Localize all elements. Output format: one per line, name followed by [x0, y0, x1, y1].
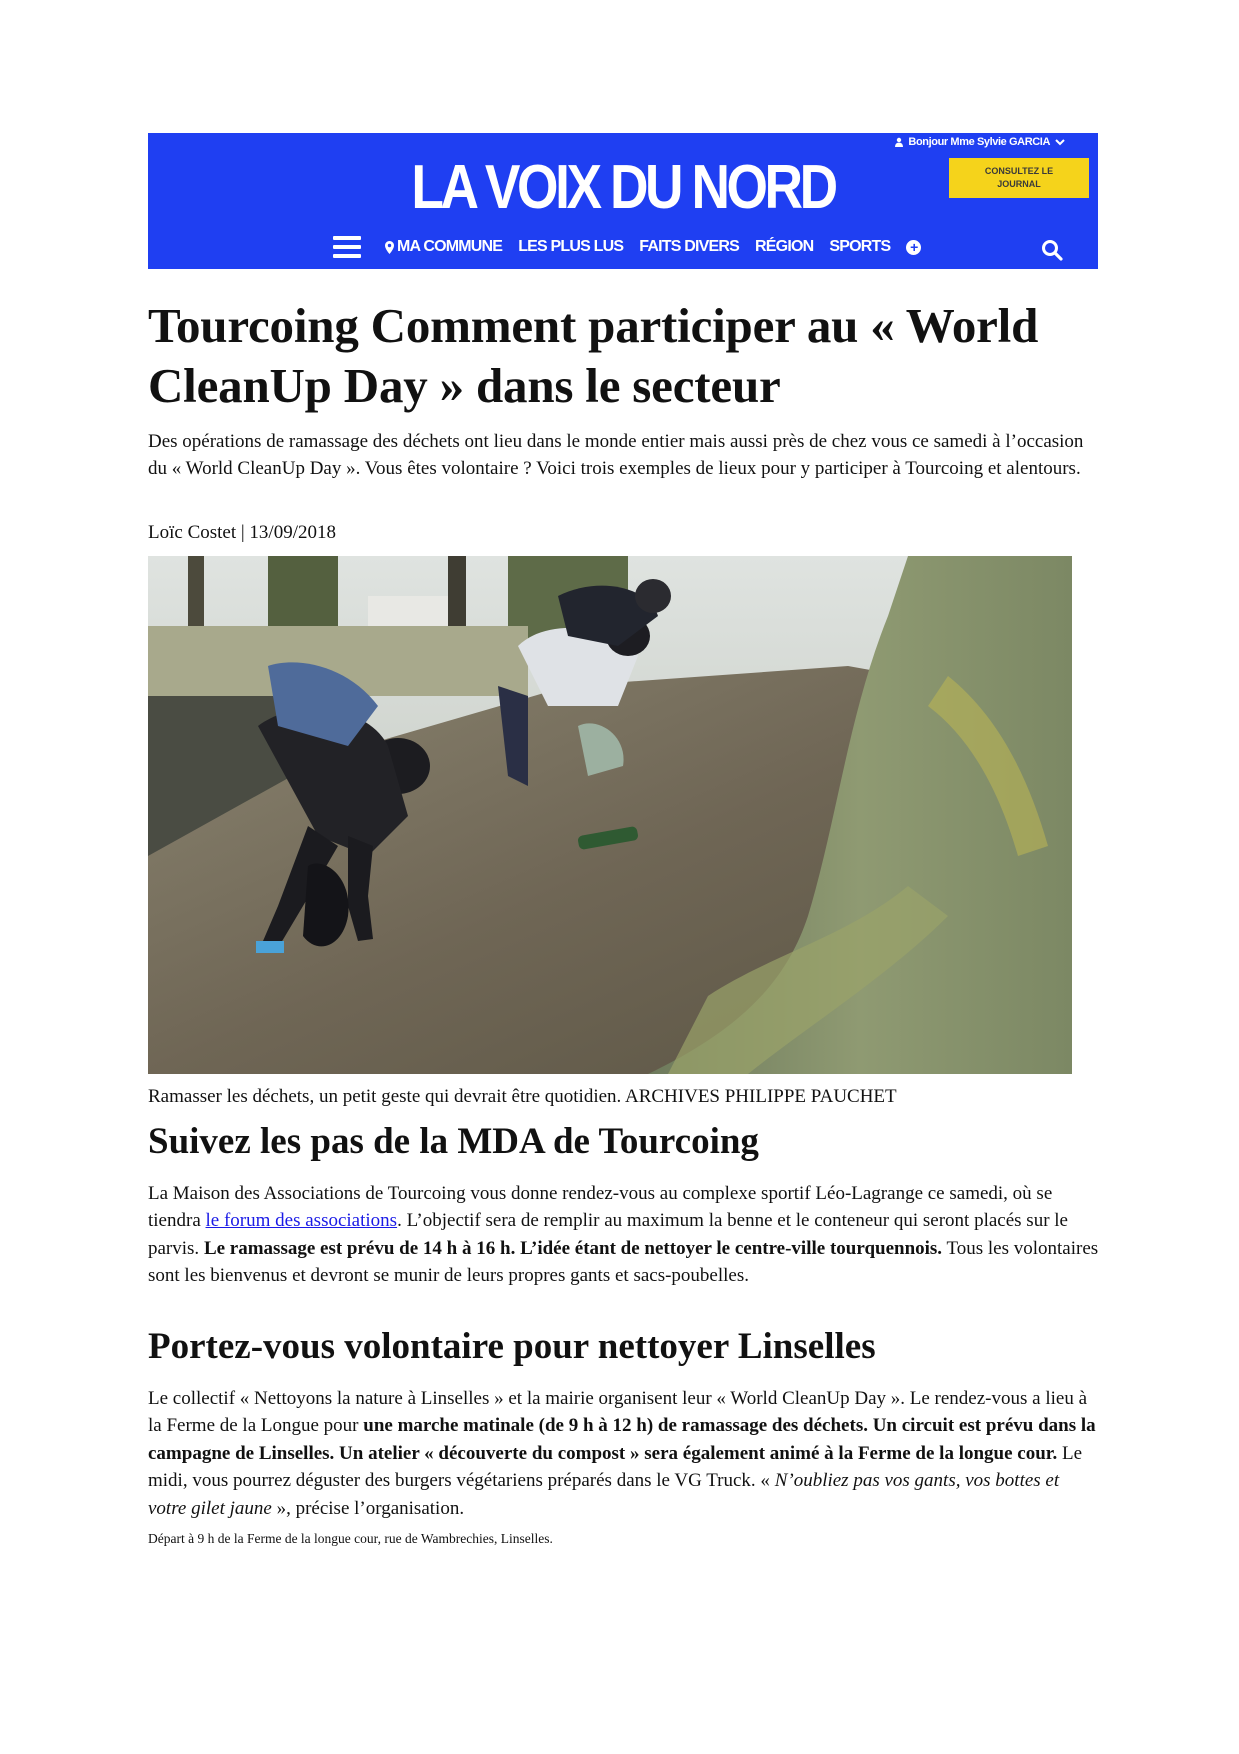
read-journal-button[interactable]: CONSULTEZ LE JOURNAL	[949, 158, 1089, 198]
site-header	[148, 133, 1098, 269]
nav-item-label: FAITS DIVERS	[639, 238, 740, 255]
article-headline: Tourcoing Comment participer au « World CleanUp Day » dans le secteur	[148, 298, 1039, 413]
user-icon	[894, 137, 904, 147]
user-menu[interactable]	[894, 136, 1066, 148]
menu-icon[interactable]	[333, 236, 361, 258]
article-photo	[148, 556, 1072, 1074]
event-location-note: Départ à 9 h de la Ferme de la longue cour, rue de Wambrechies, Linselles.	[148, 1531, 553, 1546]
section-body-mda: La Maison des Associations de Tourcoing vous donne rendez-vous au complexe sportif Léo-Lagrange ce samedi, où se tiendra le forum des associations. L’objectif sera de remplir au maximum la benne et le conteneur qui seront placés sur le parvis. Le ramassage est prévu de 14 h à 16 h. L’idée étant de nettoyer le centre-ville tourquennois. Tous les volontaires sont les bienvenus et devront se munir de leurs propres gants et sacs-poubelles.	[148, 1183, 1099, 1287]
article-byline: Loïc Costet | 13/09/2018	[148, 522, 336, 543]
location-pin-icon	[385, 241, 394, 254]
site-logo[interactable]: LA VOIX DU NORD	[411, 153, 835, 222]
nav-item-sports[interactable]	[829, 238, 890, 256]
article-lede: Des opérations de ramassage des déchets ont lieu dans le monde entier mais aussi près de chez vous ce samedi à l’occasion du « World CleanUp Day ». Vous êtes volontaire ? Voici trois exemples de lieux pour y participer à Tourcoing et alentours.	[148, 431, 1084, 479]
user-greeting-text: Bonjour Mme Sylvie GARCIA	[908, 136, 1050, 148]
photo-caption: Ramasser les déchets, un petit geste qui devrait être quotidien. ARCHIVES PHILIPPE PAUCHET	[148, 1086, 897, 1107]
nav-item-label: LES PLUS LUS	[518, 238, 624, 255]
nav-item-faits-divers[interactable]	[639, 238, 739, 256]
more-sections-icon[interactable]: +	[906, 240, 921, 255]
nav-item-label: SPORTS	[829, 238, 891, 255]
section-title-linselles: Portez-vous volontaire pour nettoyer Linselles	[148, 1326, 876, 1367]
volunteers-cleanup-photo	[148, 556, 1072, 1074]
section-title-mda: Suivez les pas de la MDA de Tourcoing	[148, 1121, 759, 1162]
main-nav	[333, 235, 921, 259]
nav-item-region[interactable]	[755, 238, 813, 256]
chevron-down-icon	[1054, 137, 1066, 147]
nav-item-label: MA COMMUNE	[397, 238, 503, 255]
section-body-linselles: Le collectif « Nettoyons la nature à Linselles » et la mairie organisent leur « World CleanUp Day ». Le rendez-vous a lieu à la Ferme de la Longue pour une marche matinale (de 9 h à 12 h) de ramassage des déchets. Un circuit est prévu dans la campagne de Linselles. Un atelier « découverte du compost » sera également animé à la Ferme de la longue cour. Le midi, vous pourrez déguster des burgers végétariens préparés dans le VG Truck. « N’oubliez pas vos gants, vos bottes et votre gilet jaune », précise l’organisation.	[148, 1388, 1096, 1519]
forum-associations-link[interactable]: le forum des associations	[205, 1210, 398, 1232]
nav-item-ma-commune[interactable]	[385, 238, 502, 256]
nav-item-plus-lus[interactable]	[518, 238, 623, 256]
search-icon[interactable]	[1041, 239, 1063, 261]
nav-item-label: RÉGION	[755, 238, 814, 255]
